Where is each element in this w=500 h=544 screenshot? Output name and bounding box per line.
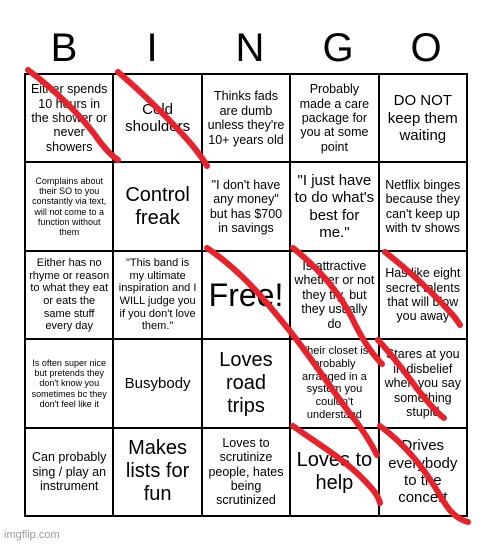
cell-text: Either spends 10 hours in the shower or never showers [30,82,108,154]
cell-text: Free! [208,276,284,313]
bingo-cell[interactable] [113,74,201,162]
cell-text: "I don't have any money" but has $700 in savings [209,177,283,235]
bingo-cell[interactable] [202,162,290,250]
cell-text: Either has no rhyme or reason to what they eat or eats the same stuff every day [29,257,110,333]
header-letter-n: N [235,26,265,70]
cell-text: Loves road trips [219,348,273,417]
free-cell[interactable] [202,251,290,339]
bingo-cell[interactable] [379,339,467,427]
bingo-cell[interactable] [25,428,113,516]
header-letter-g: G [322,26,354,70]
bingo-cell[interactable] [202,428,290,516]
cell-text: Control freak [125,183,190,229]
cell-text: "I just have to do what's best for me." [294,172,375,241]
bingo-cell[interactable] [290,162,378,250]
bingo-cell[interactable] [379,74,467,162]
bingo-cell[interactable] [25,162,113,250]
cell-text: Cold shoulders [125,100,191,136]
cell-text: Probably made a care package for you at some point [299,82,370,154]
cell-text: Loves to help [296,448,373,494]
bingo-cell[interactable] [379,162,467,250]
bingo-cell[interactable] [290,251,378,339]
cell-text: Is attractive whether or not they try, but they usually do [294,259,375,331]
cell-text: Busybody [124,374,191,392]
bingo-header [20,24,480,72]
bingo-cell[interactable] [113,339,201,427]
bingo-cell[interactable] [290,428,378,516]
bingo-cell[interactable] [113,162,201,250]
bingo-cell[interactable] [379,428,467,516]
cell-text: Complains about their SO to you constantly via text, will not come to a function without them [32,175,107,238]
bingo-cell[interactable] [25,251,113,339]
cell-text: Can probably sing / play an instrument [32,450,107,493]
bingo-cell[interactable] [290,339,378,427]
bingo-cell[interactable] [290,74,378,162]
header-letter-b: B [50,26,78,70]
cell-text: Their closet is probably arranged in a system you couldn't understand [300,345,369,421]
bingo-cell[interactable] [202,74,290,162]
cell-text: Stares at you in disbelief when you say something stupid [384,347,462,419]
cell-text: Loves to scrutinize people, hates being scrutinized [208,435,284,508]
bingo-cell[interactable] [113,428,201,516]
bingo-cell[interactable] [25,74,113,162]
header-letter-i: I [146,26,158,70]
cell-text: DO NOT keep them waiting [387,92,458,144]
bingo-board [24,73,468,517]
cell-text: Thinks fads are dumb unless they're 10+ years old [207,89,285,147]
bingo-cell[interactable] [25,339,113,427]
cell-text: Netflix binges because they can't keep up with tv shows [385,177,461,235]
bingo-cell[interactable] [202,339,290,427]
cell-text: Makes lists for fun [125,437,190,506]
cell-text: "This band is my ultimate inspiration and I WILL judge you if you don't love them." [118,257,197,333]
header-letter-o: O [410,26,442,70]
bingo-cell[interactable] [113,251,201,339]
cell-text: Drives everybody to the concert [388,437,458,507]
watermark-text: imgflip.com [4,529,60,541]
cell-text: Has like eight secret talents that will blow you away [385,266,461,324]
bingo-cell[interactable] [379,251,467,339]
cell-text: Is often super nice but pretends they don't know you sometimes bc they don't feel like it [31,357,107,409]
